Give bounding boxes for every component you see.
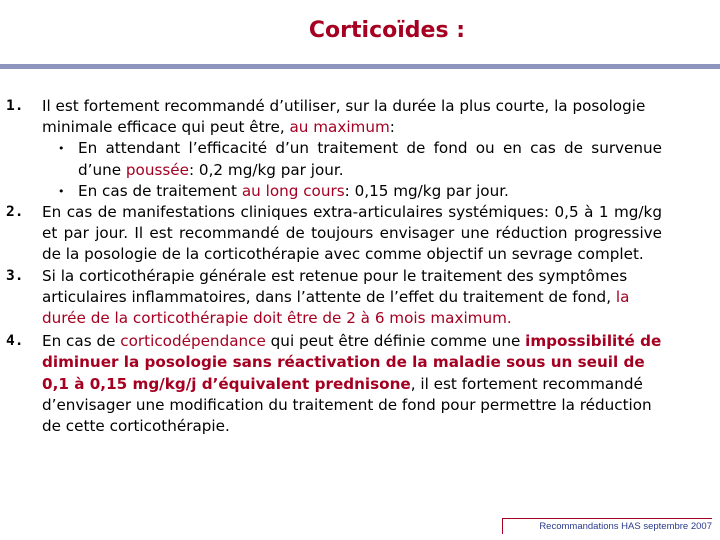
item-3-emphasis: la durée de la corticothérapie doit être de 2 à 6 mois maximum. <box>42 287 630 328</box>
list-item-4 <box>0 331 720 437</box>
item-4-text-b: qui peut être définie comme une <box>270 332 521 351</box>
bullet-2-emphasis: au long cours <box>241 181 345 200</box>
list-item-3 <box>0 266 720 330</box>
bullet-marker: • <box>58 184 65 198</box>
item-4-emphasis-a: corticodépendance <box>120 332 266 351</box>
item-1-tail: : <box>389 118 395 137</box>
item-text <box>42 96 662 138</box>
item-4-emphasis-b: impossibilité de diminuer la posologie sans réactivation de la maladie sous un seuil de 0,1 à 0,15 mg/kg/j d’équivalent prednisone <box>42 332 662 393</box>
bullet-1-tail: : 0,2 mg/kg par jour. <box>188 160 344 179</box>
title-divider <box>0 64 720 69</box>
bullet-marker: • <box>58 142 65 156</box>
slide-body <box>0 96 720 437</box>
bullet-1-emphasis: poussée <box>125 160 189 179</box>
bullet-item-2 <box>0 181 720 202</box>
item-4-text-c: , il est fortement recommandé d’envisager une modification du traitement de fond pour permettre la réduction de cette corticothérapie. <box>42 374 652 436</box>
item-1-emphasis: au maximum <box>289 118 390 137</box>
slide-title: Corticoïdes : <box>308 18 465 43</box>
bullet-2-tail: : 0,15 mg/kg par jour. <box>344 181 509 200</box>
list-number: 1. <box>6 98 24 114</box>
list-number: 4. <box>6 333 24 350</box>
item-2-text: En cas de manifestations cliniques extra-articulaires systémiques: 0,5 à 1 mg/kg et par jour. Il est recommandé de toujours envisager une réduction progressive de la posologie de la corticothérapie avec comme objectif un sevrage complet. <box>42 203 662 264</box>
bullet-1-text: En attendant l’efficacité d’un traitement de fond ou en cas de survenue d’une <box>78 139 662 179</box>
list-item-1 <box>0 96 720 138</box>
item-4-text-a: En cas de <box>42 332 116 351</box>
list-item-2 <box>0 202 720 266</box>
list-number: 3. <box>6 267 24 284</box>
list-number: 2. <box>6 204 24 221</box>
bullet-2-text: En cas de traitement <box>78 181 238 200</box>
item-1-text: Il est fortement recommandé d’utiliser, sur la durée la plus courte, la posologie minimale efficace qui peut être, <box>42 97 646 137</box>
footer-source: Recommandations HAS septembre 2007 <box>502 518 712 534</box>
bullet-item-1 <box>0 138 720 180</box>
item-3-text: Si la corticothérapie générale est retenue pour le traitement des symptômes articulaires inflammatoires, dans l’attente de l’effet du traitement de fond, <box>42 266 628 306</box>
